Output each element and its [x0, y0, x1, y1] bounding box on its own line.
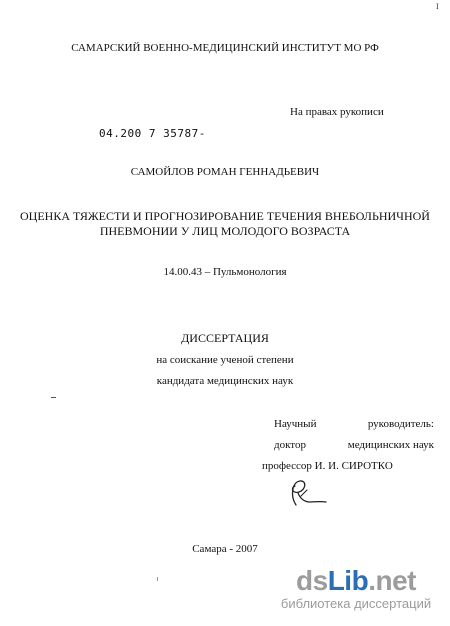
- signature-image: [282, 476, 332, 508]
- degree-line-1: на соискание ученой степени: [156, 354, 294, 366]
- rights-notice: На правах рукописи: [290, 106, 384, 118]
- document-type: ДИССЕРТАЦИЯ: [181, 331, 269, 345]
- corner-mark: I: [436, 2, 439, 11]
- stray-dot: [157, 577, 158, 581]
- watermark: [268, 566, 444, 612]
- place-and-year: Самара - 2007: [192, 543, 258, 555]
- degree-line-2: кандидата медицинских наук: [156, 375, 294, 387]
- specialty-code: 14.00.43 – Пульмонология: [163, 266, 287, 278]
- watermark-caption: библиотека диссертаций: [280, 596, 432, 611]
- supervisor-label-left: Научный: [274, 418, 317, 430]
- dissertation-title-line-2: ПНЕВМОНИИ У ЛИЦ МОЛОДОГО ВОЗРАСТА: [99, 224, 351, 238]
- stray-mark: [51, 397, 56, 398]
- supervisor-degree-left: доктор: [274, 439, 306, 451]
- supervisor-label-right: руководитель:: [367, 418, 434, 430]
- supervisor-name: профессор И. И. СИРОТКО: [262, 460, 393, 472]
- dissertation-title-line-1: ОЦЕНКА ТЯЖЕСТИ И ПРОГНОЗИРОВАНИЕ ТЕЧЕНИЯ ВНЕБОЛЬНИЧНОЙ: [20, 209, 430, 223]
- watermark-logo: dsLib.net: [296, 565, 416, 596]
- registration-number: 04.200 7 35787-: [99, 127, 206, 140]
- author-name: САМОЙЛОВ РОМАН ГЕННАДЬЕВИЧ: [130, 166, 320, 178]
- supervisor-degree-right: медицинских наук: [347, 439, 434, 451]
- institution-name: САМАРСКИЙ ВОЕННО-МЕДИЦИНСКИЙ ИНСТИТУТ МО РФ: [71, 42, 379, 54]
